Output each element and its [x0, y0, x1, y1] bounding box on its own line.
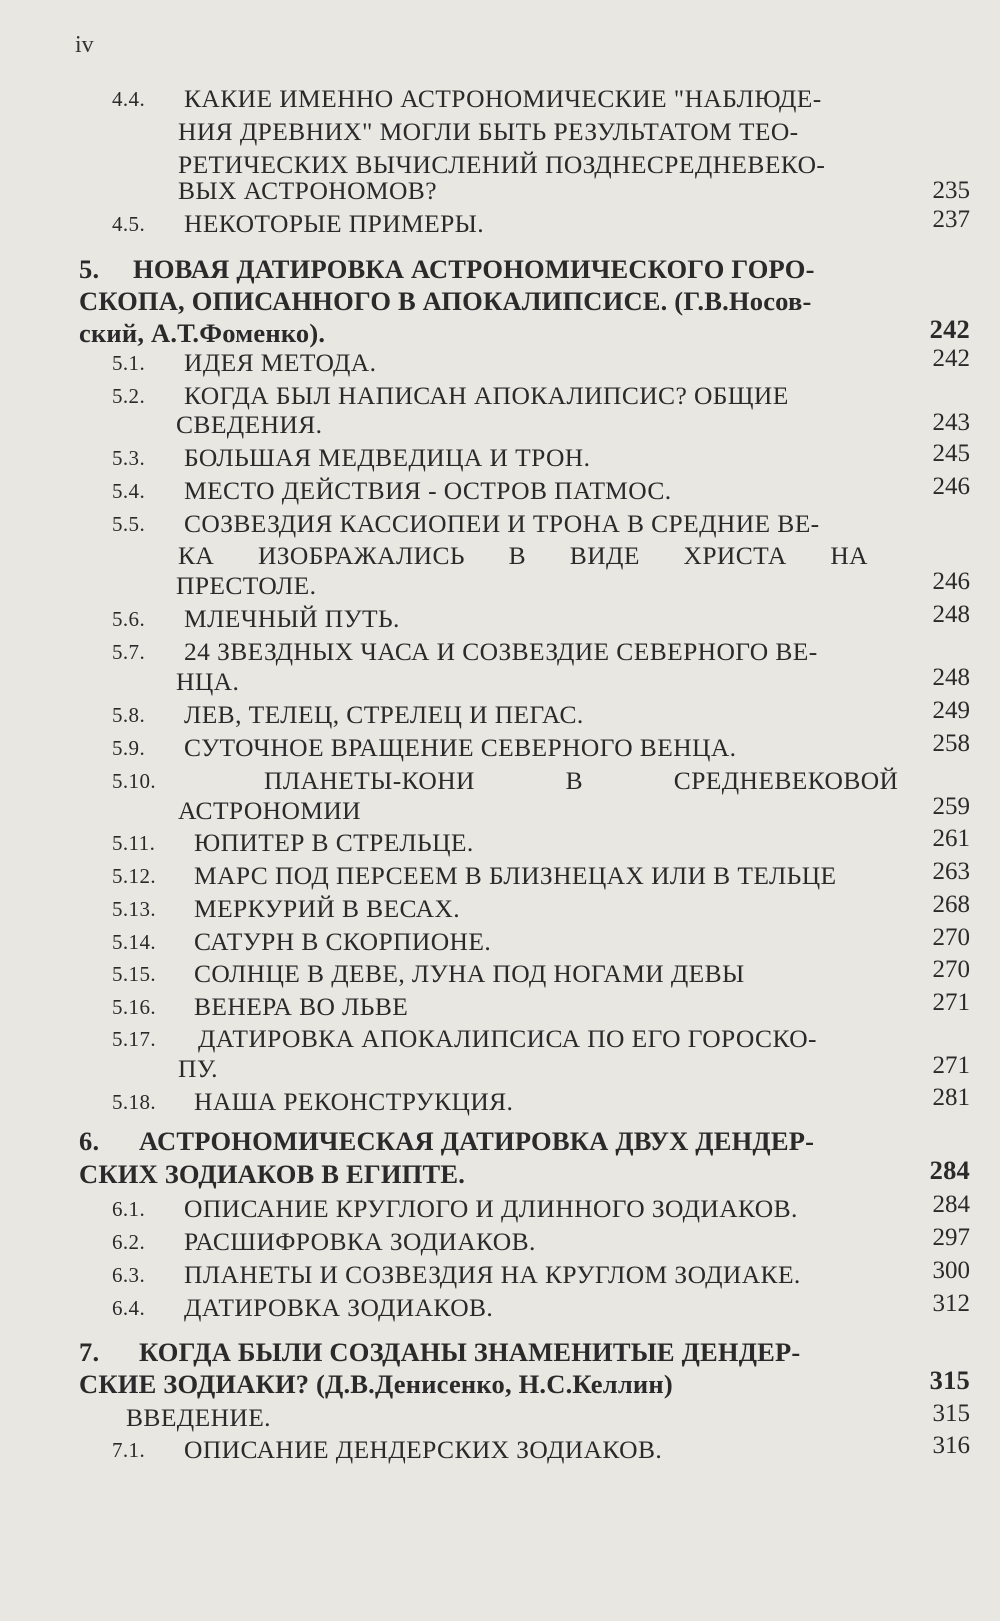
entry-title-line: ЮПИТЕР В СТРЕЛЬЦЕ. [194, 828, 474, 857]
entry-title-line: ДАТИРОВКА ЗОДИАКОВ. [184, 1293, 494, 1322]
entry-number: 5.9. [112, 736, 146, 760]
entry-number: 5.15. [112, 962, 156, 986]
entry-title-line: НАША РЕКОНСТРУКЦИЯ. [194, 1087, 514, 1116]
entry-page: 246 [932, 473, 970, 500]
entry-page: 270 [932, 924, 970, 951]
entry-title-line: ПУ. [178, 1054, 218, 1083]
entry-number: 5.6. [112, 607, 146, 631]
entry-title-line: ПРЕСТОЛЕ. [176, 571, 317, 600]
entry-page: 243 [932, 409, 970, 436]
entry-title-line: ЛЕВ, ТЕЛЕЦ, СТРЕЛЕЦ И ПЕГАС. [184, 700, 584, 729]
chapter-page: 242 [929, 314, 970, 344]
entry-page: 316 [932, 1432, 970, 1459]
entry-page: 248 [932, 601, 970, 628]
entry-page: 271 [932, 989, 970, 1016]
chapter-title-line: СКОПА, ОПИСАННОГО В АПОКАЛИПСИСЕ. (Г.В.Носов- [79, 286, 812, 316]
entry-title-line: СУТОЧНОЕ ВРАЩЕНИЕ СЕВЕРНОГО ВЕНЦА. [184, 733, 737, 762]
entry-page: 271 [932, 1052, 970, 1079]
chapter-title-line: НОВАЯ ДАТИРОВКА АСТРОНОМИЧЕСКОГО ГОРО- [133, 254, 815, 284]
entry-number: 5.11. [112, 831, 156, 855]
entry-title-line: БОЛЬШАЯ МЕДВЕДИЦА И ТРОН. [184, 443, 591, 472]
entry-title-line: РЕТИЧЕСКИХ ВЫЧИСЛЕНИЙ ПОЗДНЕСРЕДНЕВЕКО- [178, 150, 826, 179]
chapter-title-line: ский, А.Т.Фоменко). [79, 318, 326, 348]
entry-title-line: ПЛАНЕТЫ-КОНИ В СРЕДНЕВЕКОВОЙ [264, 766, 899, 795]
chapter-title-line: АСТРОНОМИЧЕСКАЯ ДАТИРОВКА ДВУХ ДЕНДЕР- [139, 1126, 815, 1156]
entry-page: 300 [932, 1257, 970, 1284]
entry-page: 248 [932, 664, 970, 691]
entry-title-line: КАКИЕ ИМЕННО АСТРОНОМИЧЕСКИЕ "НАБЛЮДЕ- [184, 84, 822, 113]
entry-number: 5.18. [112, 1090, 156, 1114]
entry-title-line: ОПИСАНИЕ КРУГЛОГО И ДЛИННОГО ЗОДИАКОВ. [184, 1194, 798, 1223]
entry-page: 263 [932, 858, 970, 885]
entry-number: 6.1. [112, 1197, 146, 1221]
entry-number: 5.5. [112, 512, 146, 536]
entry-page: 270 [932, 956, 970, 983]
entry-page: 281 [932, 1084, 970, 1111]
entry-title-line: ДАТИРОВКА АПОКАЛИПСИСА ПО ЕГО ГОРОСКО- [198, 1024, 817, 1053]
entry-page: 245 [932, 440, 970, 467]
entry-page: 246 [932, 568, 970, 595]
entry-page: 297 [932, 1224, 970, 1251]
entry-number: 5.12. [112, 864, 156, 888]
entry-page: 259 [932, 793, 970, 820]
entry-number: 6.4. [112, 1296, 146, 1320]
entry-title-line: КОГДА БЫЛ НАПИСАН АПОКАЛИПСИС? ОБЩИЕ [184, 381, 789, 410]
chapter-page: 284 [929, 1155, 970, 1185]
entry-page: 315 [932, 1400, 970, 1427]
entry-number: 5.17. [112, 1027, 156, 1051]
entry-number: 5.4. [112, 479, 146, 503]
entry-number: 5.13. [112, 897, 156, 921]
chapter-number: 5. [79, 254, 100, 284]
entry-title-line: ВЕНЕРА ВО ЛЬВЕ [194, 992, 409, 1021]
entry-number: 4.4. [112, 87, 146, 111]
chapter-title-line: СКИЕ ЗОДИАКИ? (Д.В.Денисенко, Н.С.Келлин) [79, 1369, 673, 1399]
entry-title-line: 24 ЗВЕЗДНЫХ ЧАСА И СОЗВЕЗДИЕ СЕВЕРНОГО ВЕ- [184, 637, 818, 666]
chapter-title-line: КОГДА БЫЛИ СОЗДАНЫ ЗНАМЕНИТЫЕ ДЕНДЕР- [139, 1337, 801, 1367]
entry-page: 249 [932, 697, 970, 724]
entry-title-line: ОПИСАНИЕ ДЕНДЕРСКИХ ЗОДИАКОВ. [184, 1435, 663, 1464]
chapter-title-line: СКИХ ЗОДИАКОВ В ЕГИПТЕ. [79, 1159, 466, 1189]
entry-title-line: АСТРОНОМИИ [178, 796, 361, 825]
entry-title-line: МАРС ПОД ПЕРСЕЕМ В БЛИЗНЕЦАХ ИЛИ В ТЕЛЬЦЕ [194, 861, 837, 890]
chapter-page: 315 [929, 1365, 970, 1395]
entry-title-line: СОЗВЕЗДИЯ КАССИОПЕИ И ТРОНА В СРЕДНИЕ ВЕ- [184, 509, 820, 538]
chapter-number: 7. [79, 1337, 100, 1367]
entry-number: 5.2. [112, 384, 146, 408]
entry-page: 258 [932, 730, 970, 757]
entry-page: 284 [932, 1191, 970, 1218]
entry-number: 5.3. [112, 446, 146, 470]
entry-number: 5.7. [112, 640, 146, 664]
entry-number: 5.1. [112, 351, 146, 375]
entry-title-line: ПЛАНЕТЫ И СОЗВЕЗДИЯ НА КРУГЛОМ ЗОДИАКЕ. [184, 1260, 801, 1289]
entry-title-line: МЛЕЧНЫЙ ПУТЬ. [184, 604, 400, 633]
entry-title-line: РАСШИФРОВКА ЗОДИАКОВ. [184, 1227, 536, 1256]
entry-title-line: ИДЕЯ МЕТОДА. [184, 348, 377, 377]
entry-title-line: МЕРКУРИЙ В ВЕСАХ. [194, 894, 461, 923]
entry-title-line: СОЛНЦЕ В ДЕВЕ, ЛУНА ПОД НОГАМИ ДЕВЫ [194, 959, 745, 988]
entry-page: 242 [932, 345, 970, 372]
entry-number: 5.8. [112, 703, 146, 727]
entry-number: 6.3. [112, 1263, 146, 1287]
entry-title-line: КА ИЗОБРАЖАЛИСЬ В ВИДЕ ХРИСТА НА [178, 541, 868, 570]
entry-title-line: ВЫХ АСТРОНОМОВ? [178, 176, 437, 205]
entry-number: 7.1. [112, 1438, 146, 1462]
entry-page: 235 [932, 177, 970, 204]
entry-title-line: САТУРН В СКОРПИОНЕ. [194, 927, 492, 956]
entry-title-line: НЕКОТОРЫЕ ПРИМЕРЫ. [184, 209, 485, 238]
entry-number: 4.5. [112, 212, 146, 236]
entry-title-line: НЦА. [176, 667, 240, 696]
entry-page: 237 [932, 206, 970, 233]
entry-title-line: МЕСТО ДЕЙСТВИЯ - ОСТРОВ ПАТМОС. [184, 476, 672, 505]
entry-page: 312 [932, 1290, 970, 1317]
entry-number: 6.2. [112, 1230, 146, 1254]
entry-title-line: НИЯ ДРЕВНИХ" МОГЛИ БЫТЬ РЕЗУЛЬТАТОМ ТЕО- [178, 117, 799, 146]
toc-entry [126, 1403, 271, 1433]
entry-number: 5.16. [112, 995, 156, 1019]
entry-page: 268 [932, 891, 970, 918]
page-number: iv [75, 32, 94, 58]
entry-title-line: ВВЕДЕНИЕ. [126, 1403, 271, 1432]
entry-page: 261 [932, 825, 970, 852]
chapter-number: 6. [79, 1126, 100, 1156]
entry-number: 5.14. [112, 930, 156, 954]
entry-number: 5.10. [112, 769, 156, 793]
entry-title-line: СВЕДЕНИЯ. [176, 410, 323, 439]
